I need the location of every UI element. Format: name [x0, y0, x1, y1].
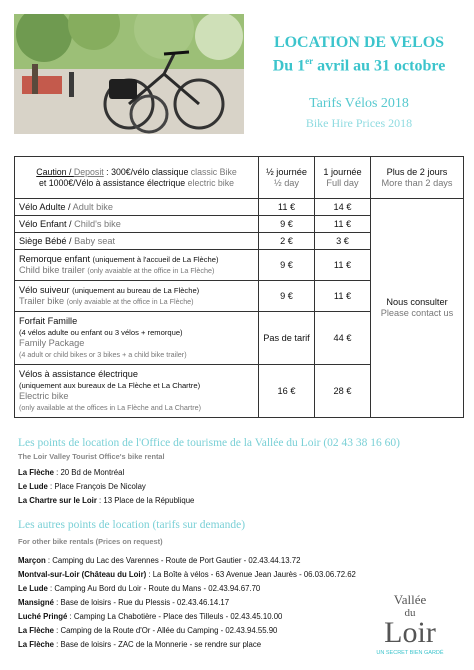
location-place: Mansigné: [18, 598, 54, 607]
other-location: [18, 598, 229, 607]
row-note-en: (only avaiable at the office in La Flèche): [87, 266, 215, 275]
prices-heading-en: Bike Hire Prices 2018: [305, 116, 413, 130]
deposit-text2-en: electric bike: [187, 177, 235, 188]
row-label-en: Family Package: [19, 338, 85, 348]
location-text: : 20 Bd de Montréal: [53, 468, 125, 477]
row-note: (uniquement au bureau de La Flèche): [72, 286, 200, 295]
price-half: 9 €: [259, 250, 315, 281]
other-location: [18, 556, 300, 565]
location-text: : Place François De Nicolay: [47, 482, 146, 491]
row-note-en: (only available at the offices in La Flèche and La Chartre): [19, 403, 202, 412]
location-text: : Camping La Chabotière - Place des Tilleuls - 02.43.45.10.00: [67, 612, 283, 621]
price-half: 9 €: [259, 281, 315, 312]
col-full-en: Full day: [326, 177, 359, 188]
other-location: [18, 626, 277, 635]
office-location: [18, 482, 146, 491]
office-location: [18, 496, 194, 505]
location-text: : Base de loisirs - Rue du Plessis - 02.43.46.14.17: [53, 598, 230, 607]
row-label-en: Electric bike: [19, 391, 69, 401]
other-location: [18, 570, 356, 579]
office-location: [18, 468, 124, 477]
location-place: La Flèche: [18, 468, 54, 477]
other-location: [18, 584, 260, 593]
row-label: Vélo Adulte /: [19, 201, 73, 212]
price-full: 3 €: [315, 233, 371, 250]
dates-prefix: Du 1: [272, 57, 306, 75]
page-title: LOCATION DE VELOS: [273, 34, 445, 51]
row-note: (4 vélos adulte ou enfant ou 3 vélos + remorque): [19, 328, 183, 337]
office-section-title: Les points de location de l'Office de tourisme de la Vallée du Loir (02 43 38 16 60): [18, 437, 401, 449]
location-text: : La Boîte à vélos - 63 Avenue Jean Jaurès - 06.03.06.72.62: [146, 570, 356, 579]
row-label: Siège Bébé /: [19, 235, 75, 246]
location-place: Le Lude: [18, 482, 48, 491]
row-label: Vélo Enfant /: [19, 218, 75, 229]
location-place: La Chartre sur le Loir: [18, 496, 97, 505]
row-label: Forfait Famille: [19, 316, 78, 326]
price-table: [14, 156, 464, 418]
row-note: (uniquement à l'accueil de La Flèche): [92, 255, 219, 264]
location-text: : Camping de la Route d'Or - Allée du Camping - 02.43.94.55.90: [53, 626, 278, 635]
bikes-photo: [14, 14, 244, 134]
row-label-en: Child bike trailer: [19, 265, 88, 275]
row-label-en: Baby seat: [74, 235, 116, 246]
deposit-text1-en: classic Bike: [190, 166, 237, 177]
logo-tagline: UN SECRET BIEN GARDÉ: [376, 650, 444, 656]
others-section-title: Les autres points de location (tarifs sur demande): [18, 519, 246, 531]
col-full-day: [315, 157, 371, 199]
deposit-label: Caution /: [36, 166, 74, 177]
price-full: 11 €: [315, 216, 371, 233]
dates-sup: er: [305, 56, 314, 66]
row-label: Vélo suiveur: [19, 285, 73, 295]
deposit-text1: : 300€/vélo classique: [103, 166, 191, 177]
location-text: : Base de loisirs - ZAC de la Monnerie - se rendre sur place: [53, 640, 262, 649]
contact-en: Please contact us: [380, 308, 454, 318]
deposit-cell: [15, 157, 259, 199]
table-header-row: [15, 157, 464, 199]
price-half: Pas de tarif: [259, 312, 315, 365]
col-more-days: [371, 157, 464, 199]
price-full: 28 €: [315, 365, 371, 418]
vallee-du-loir-logo: [358, 590, 458, 660]
price-full: 11 €: [315, 250, 371, 281]
logo-line1: Vallée: [393, 592, 427, 607]
location-place: Montval-sur-Loir (Château du Loir): [18, 570, 147, 579]
row-label: Vélos à assistance électrique: [19, 369, 138, 379]
location-place: Luché Pringé: [18, 612, 68, 621]
dates-suffix: avril au 31 octobre: [313, 57, 446, 75]
location-place: Le Lude: [18, 584, 48, 593]
price-half: 11 €: [259, 199, 315, 216]
row-label-en: Adult bike: [72, 201, 113, 212]
row-label-en: Trailer bike: [19, 296, 67, 306]
contact-cell: [371, 199, 464, 418]
office-section-subtitle: The Loir Valley Tourist Office's bike rental: [18, 452, 165, 461]
col-half-en: ½ day: [273, 177, 300, 188]
location-place: Marçon: [18, 556, 46, 565]
logo-line2: du: [404, 607, 416, 619]
col-half-day: [259, 157, 315, 199]
logo-line3: Loir: [384, 616, 436, 649]
col-half-fr: ½ journée: [266, 166, 307, 177]
price-full: 44 €: [315, 312, 371, 365]
row-note-en: (only avaiable at the office in La Flèche): [66, 297, 194, 306]
deposit-en: Deposit: [73, 166, 104, 177]
other-location: [18, 612, 282, 621]
dates-subtitle: [248, 56, 470, 75]
row-note-en: (4 adult or child bikes or 3 bikes + a child bike trailer): [19, 350, 187, 359]
price-half: 9 €: [259, 216, 315, 233]
location-text: : 13 Place de la République: [96, 496, 195, 505]
others-section-subtitle: For other bike rentals (Prices on request): [18, 537, 163, 546]
price-full: 11 €: [315, 281, 371, 312]
deposit-text2: et 1000€/Vélo à assistance électrique: [38, 177, 188, 188]
location-place: La Flèche: [18, 626, 54, 635]
location-place: La Flèche: [18, 640, 54, 649]
row-label: Remorque enfant: [19, 254, 93, 264]
location-text: : Camping du Lac des Varennes - Route de Port Gautier - 02.43.44.13.72: [45, 556, 301, 565]
row-note: (uniquement aux bureaux de La Flèche et La Chartre): [19, 381, 201, 390]
col-full-fr: 1 journée: [323, 166, 362, 177]
price-full: 14 €: [315, 199, 371, 216]
table-row: [15, 199, 464, 216]
tarifs-heading: Tarifs Vélos 2018: [309, 96, 409, 111]
row-label-en: Child's bike: [74, 218, 121, 229]
price-half: 2 €: [259, 233, 315, 250]
col-more-en: More than 2 days: [381, 177, 453, 188]
location-text: : Camping Au Bord du Loir - Route du Mans - 02.43.94.67.70: [47, 584, 261, 593]
price-half: 16 €: [259, 365, 315, 418]
other-location: [18, 640, 261, 649]
contact-fr: Nous consulter: [386, 297, 448, 307]
col-more-fr: Plus de 2 jours: [386, 166, 448, 177]
